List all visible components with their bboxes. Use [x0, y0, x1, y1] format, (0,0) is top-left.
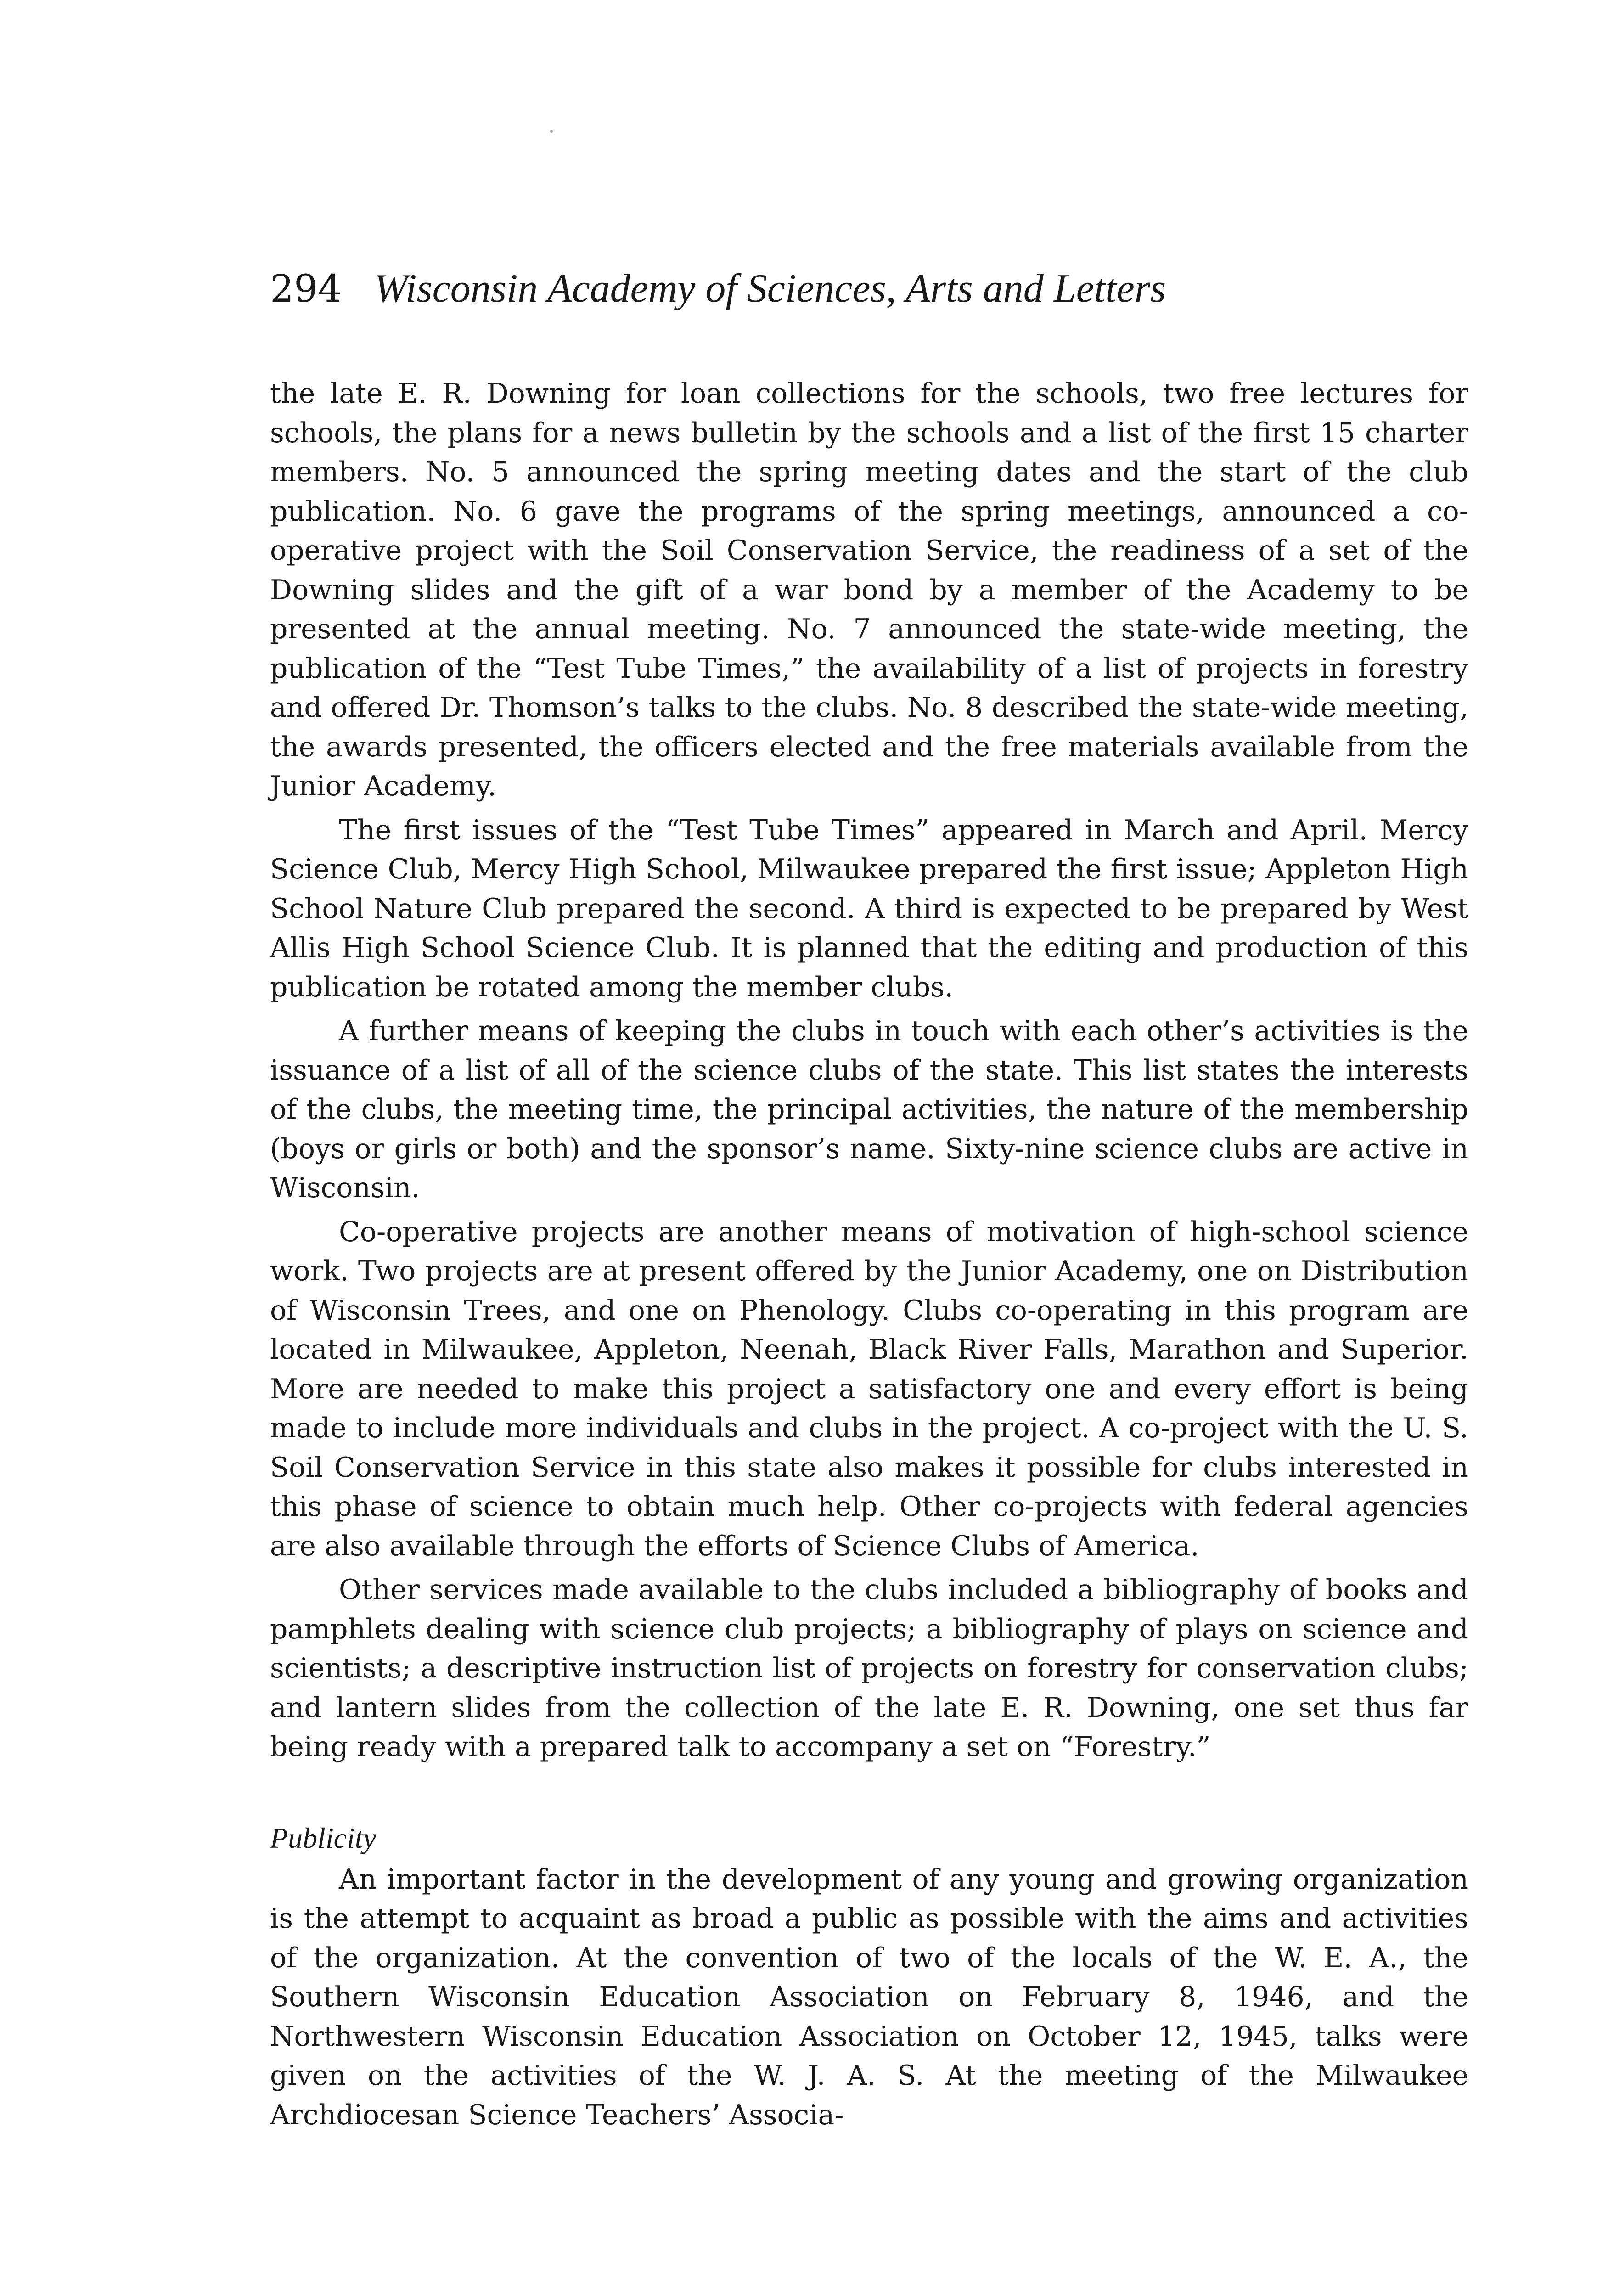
page-number: 294	[270, 267, 342, 311]
paragraph-club-list: A further means of keeping the clubs in touch with each other’s activities is the issuance of a list of all of the science clubs of the state. This list states the interests of the clubs, the meeting time, the principal activities, the nature of the membership (boys or girls or both) and the sponsor’s name. Sixty-nine science clubs are active in Wisconsin.	[270, 1015, 1468, 1204]
text-column	[270, 266, 1468, 2135]
paper-speck	[550, 130, 553, 133]
paragraph-cooperative-projects: Co-operative projects are another means of motivation of high-school science work. Two projects are at present offered by the Junior Academy, one on Distribution of Wisconsin Trees, and one on Phenology. Clubs co-operating in this program are located in Milwaukee, Appleton, Neenah, Black River Falls, Marathon and Superior. More are needed to make this project a satisfactory one and every effort is being made to include more individuals and clubs in the project. A co-project with the U. S. Soil Conservation Service in this state also makes it possible for clubs interested in this phase of science to obtain much help. Other co-projects with federal agencies are also available through the efforts of Science Clubs of America.	[270, 1216, 1468, 1562]
paragraph-continued: the late E. R. Downing for loan collections for the schools, two free lectures for schools, the plans for a news bulletin by the schools and a list of the first 15 charter members. No. 5 announced the spring meeting dates and the start of the club publication. No. 6 gave the programs of the spring meetings, announced a co-operative project with the Soil Conservation Service, the readiness of a set of the Downing slides and the gift of a war bond by a member of the Academy to be presented at the annual meeting. No. 7 announced the state-wide meeting, the publication of the “Test Tube Times,” the availability of a list of projects in forestry and offered Dr. Thomson’s talks to the clubs. No. 8 described the state-wide meeting, the awards presented, the officers elected and the free materials available from the Junior Academy.	[270, 377, 1468, 802]
section-heading-publicity: Publicity	[270, 1821, 377, 1854]
paragraph-test-tube-times: The first issues of the “Test Tube Times” appeared in March and April. Mercy Science Club, Mercy High School, Milwaukee prepared the first issue; Appleton High School Nature Club prepared the second. A third is expected to be prepared by West Allis High School Science Club. It is planned that the editing and production of this publication be rotated among the member clubs.	[270, 814, 1468, 1003]
running-head	[270, 266, 1468, 324]
paragraph-publicity: An important factor in the development of any young and growing organization is the attempt to acquaint as broad a public as possible with the aims and activities of the organization. At the convention of two of the locals of the W. E. A., the Southern Wisconsin Education Association on February 8, 1946, and the Northwestern Wisconsin Education Association on October 12, 1945, talks were given on the activities of the W. J. A. S. At the meeting of the Milwaukee Archdiocesan Science Teachers’ Associa-	[270, 1863, 1468, 2131]
body-text	[270, 374, 1468, 2135]
paragraph-other-services: Other services made available to the clubs included a bibliography of books and pamphlets dealing with science club projects; a bibliography of plays on science and scientists; a descriptive instruction list of projects on forestry for conservation clubs; and lantern slides from the collection of the late E. R. Downing, one set thus far being ready with a prepared talk to accompany a set on “Forestry.”	[270, 1574, 1468, 1763]
publication-title: Wisconsin Academy of Sciences, Arts and Letters	[374, 266, 1166, 311]
